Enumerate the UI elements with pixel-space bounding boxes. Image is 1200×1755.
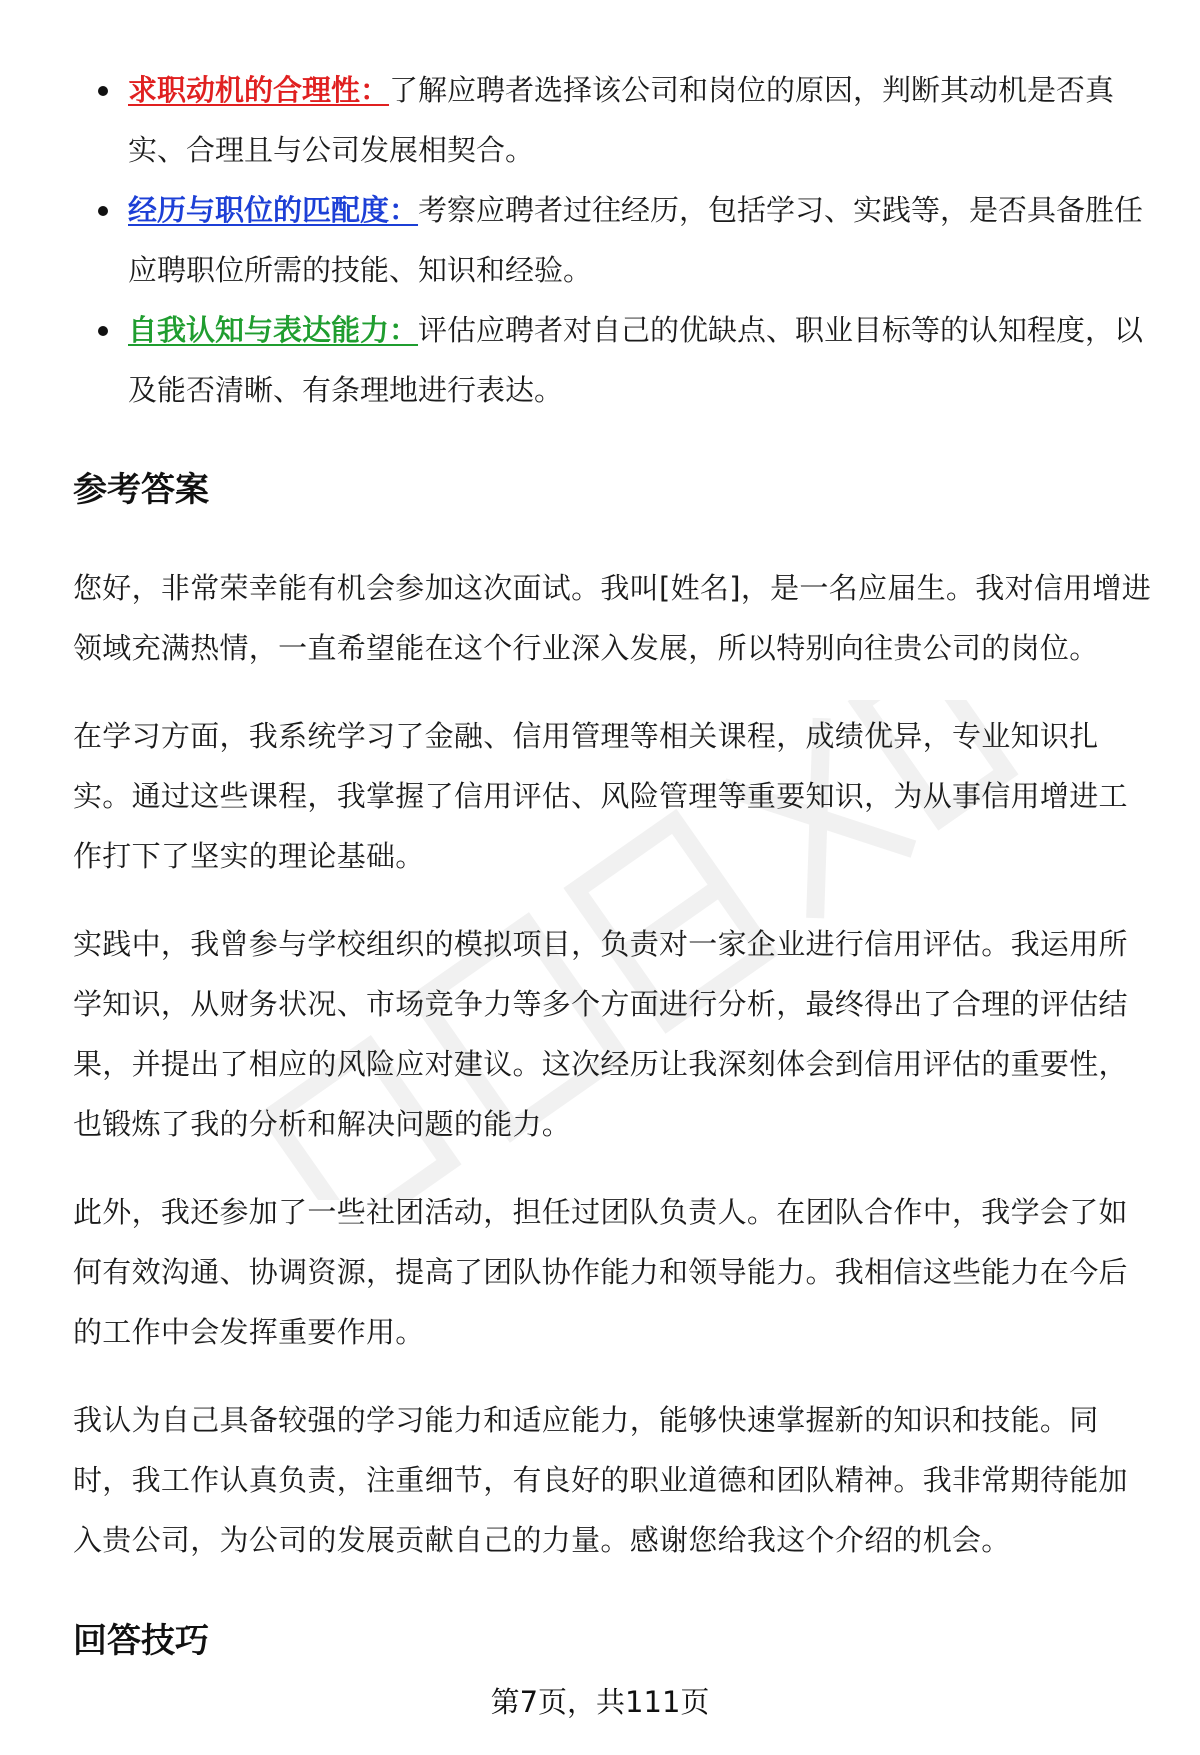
page-number: 第7页，共111页 <box>490 1685 710 1719</box>
criteria-text: 评估应聘者对自己的优缺点、职业目标等的认知程度，以及能否清晰、有条理地进行表达。 <box>128 313 1144 407</box>
criteria-key: 自我认知与表达能力： <box>128 313 419 347</box>
section-heading-tips: 回答技巧 <box>73 1621 209 1661</box>
answer-paragraph: 实践中，我曾参与学校组织的模拟项目，负责对一家企业进行信用评估。我运用所学知识，从财务状况、市场竞争力等多个方面进行分析，最终得出了合理的评估结果，并提出了相应的风险应对建议。这次经历让我深刻体会到信用评估的重要性，也锻炼了我的分析和解决问题的能力。 <box>73 927 1128 1141</box>
criteria-key: 经历与职位的匹配度： <box>128 193 419 227</box>
list-item <box>98 300 1148 420</box>
list-item <box>98 180 1148 300</box>
answer-paragraph: 在学习方面，我系统学习了金融、信用管理等相关课程，成绩优异，专业知识扎实。通过这些课程，我掌握了信用评估、风险管理等重要知识，为从事信用增进工作打下了坚实的理论基础。 <box>73 719 1128 873</box>
criteria-text: 了解应聘者选择该公司和岗位的原因，判断其动机是否真实、合理且与公司发展相契合。 <box>128 73 1115 167</box>
criteria-text: 考察应聘者过往经历，包括学习、实践等，是否具备胜任应聘职位所需的技能、知识和经验。 <box>128 193 1144 287</box>
criteria-key: 求职动机的合理性： <box>128 73 390 107</box>
list-item <box>98 60 1148 180</box>
section-heading-answer: 参考答案 <box>73 470 209 510</box>
answer-paragraph: 此外，我还参加了一些社团活动，担任过团队负责人。在团队合作中，我学会了如何有效沟通、协调资源，提高了团队协作能力和领导能力。我相信这些能力在今后的工作中会发挥重要作用。 <box>73 1195 1128 1349</box>
bullet-dot-icon <box>98 326 108 336</box>
bullet-dot-icon <box>98 206 108 216</box>
answer-paragraph: 我认为自己具备较强的学习能力和适应能力，能够快速掌握新的知识和技能。同时，我工作认真负责，注重细节，有良好的职业道德和团队精神。我非常期待能加入贵公司，为公司的发展贡献自己的力量。感谢您给我这个介绍的机会。 <box>73 1403 1128 1557</box>
criteria-list <box>98 60 1148 420</box>
answer-paragraph: 您好，非常荣幸能有机会参加这次面试。我叫[姓名]，是一名应届生。我对信用增进领域充满热情，一直希望能在这个行业深入发展，所以特别向往贵公司的岗位。 <box>73 571 1152 665</box>
bullet-dot-icon <box>98 86 108 96</box>
answer-body <box>73 558 1153 1598</box>
